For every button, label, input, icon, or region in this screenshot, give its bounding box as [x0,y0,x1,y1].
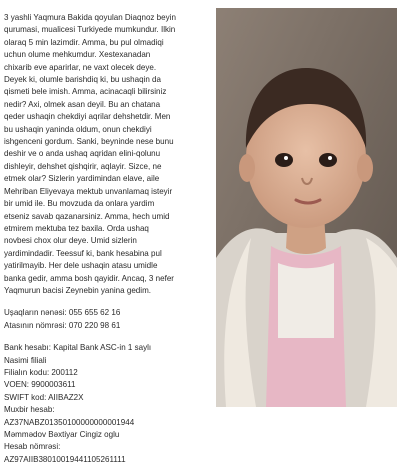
branch-code: Filialın kodu: 200112 [4,367,78,377]
bank-branch: Nasimi filiali [4,355,47,365]
child-photo [216,8,397,407]
correspondent-label: Muxbir hesab: [4,405,55,415]
swift-code: SWIFT kod: AIIBAZ2X [4,392,84,402]
father-phone: Atasının nömrəsi: 070 220 98 61 [4,320,121,330]
account-label: Hesab nömrəsi: [4,442,61,452]
grandma-phone: Ușaqların nənəsi: 055 655 62 16 [4,308,121,318]
account-number: AZ97AIIB38010019441105261111 [4,454,126,464]
correspondent-number: AZ37NABZ01350100000000001944 [4,417,135,427]
story-paragraph: 3 yashli Yaqmura Bakida qoyulan Diaqnoz beyin qurumasi, mualicesi Turkiyede mumkundur. Ilkin olaraq 5 min lazimdir. Amma, bu pul olmadiqi uchun olume mehkumdur. Xestexanadan chixarib eve aparirlar, ne vaxt olecek deye. Deyek ki, olumle barishdiq ki, bu ushaqin da qismeti bele imish. Amma, acinacaqli bilirsiniz nedir? Axi, olmek asan deyil. Bu an chatana qeder ushaqin chekdiyi aqrilar dehshetdir. Men bu ushaqin yaninda oldum, onun chekdiyi ishgenceni gordum. Sanki, beyninde nese bunu deshir ve o anda ushaq aqridan elini-qolunu dishleyir, dehshet qishqirir, aqlayir. Sizce, ne etmek olar? Sizlerin yardimindan elave, aile Mehriban Eliyevaya mektub unvanlamaq isteyir bir umid ile. Bu movzuda da onlara yardim etseniz savab qazanarsiniz. Amma, hech umid etmirem mektuba tez baxila. Orda ushaq novbesi chox olur deye. Umid sizlerin yardimindadir. Teessuf ki, bank hesabina pul yatirilmayib. Her dele ushaqin atasu umidle banka gedir, amma bosh qayidir. Ancaq, 3 nefer Yaqmurun bacisi Zeynebin yanina gedim. [4,13,176,295]
account-holder: Məmmədov Bəxtiyar Cingiz oglu [4,430,120,439]
voen: VOEN: 9900003611 [4,380,76,390]
bank-account: Bank hesabı: Kapital Bank ASC-in 1 saylı [4,343,152,353]
post-text [4,12,212,466]
child-portrait-illustration [216,8,397,407]
